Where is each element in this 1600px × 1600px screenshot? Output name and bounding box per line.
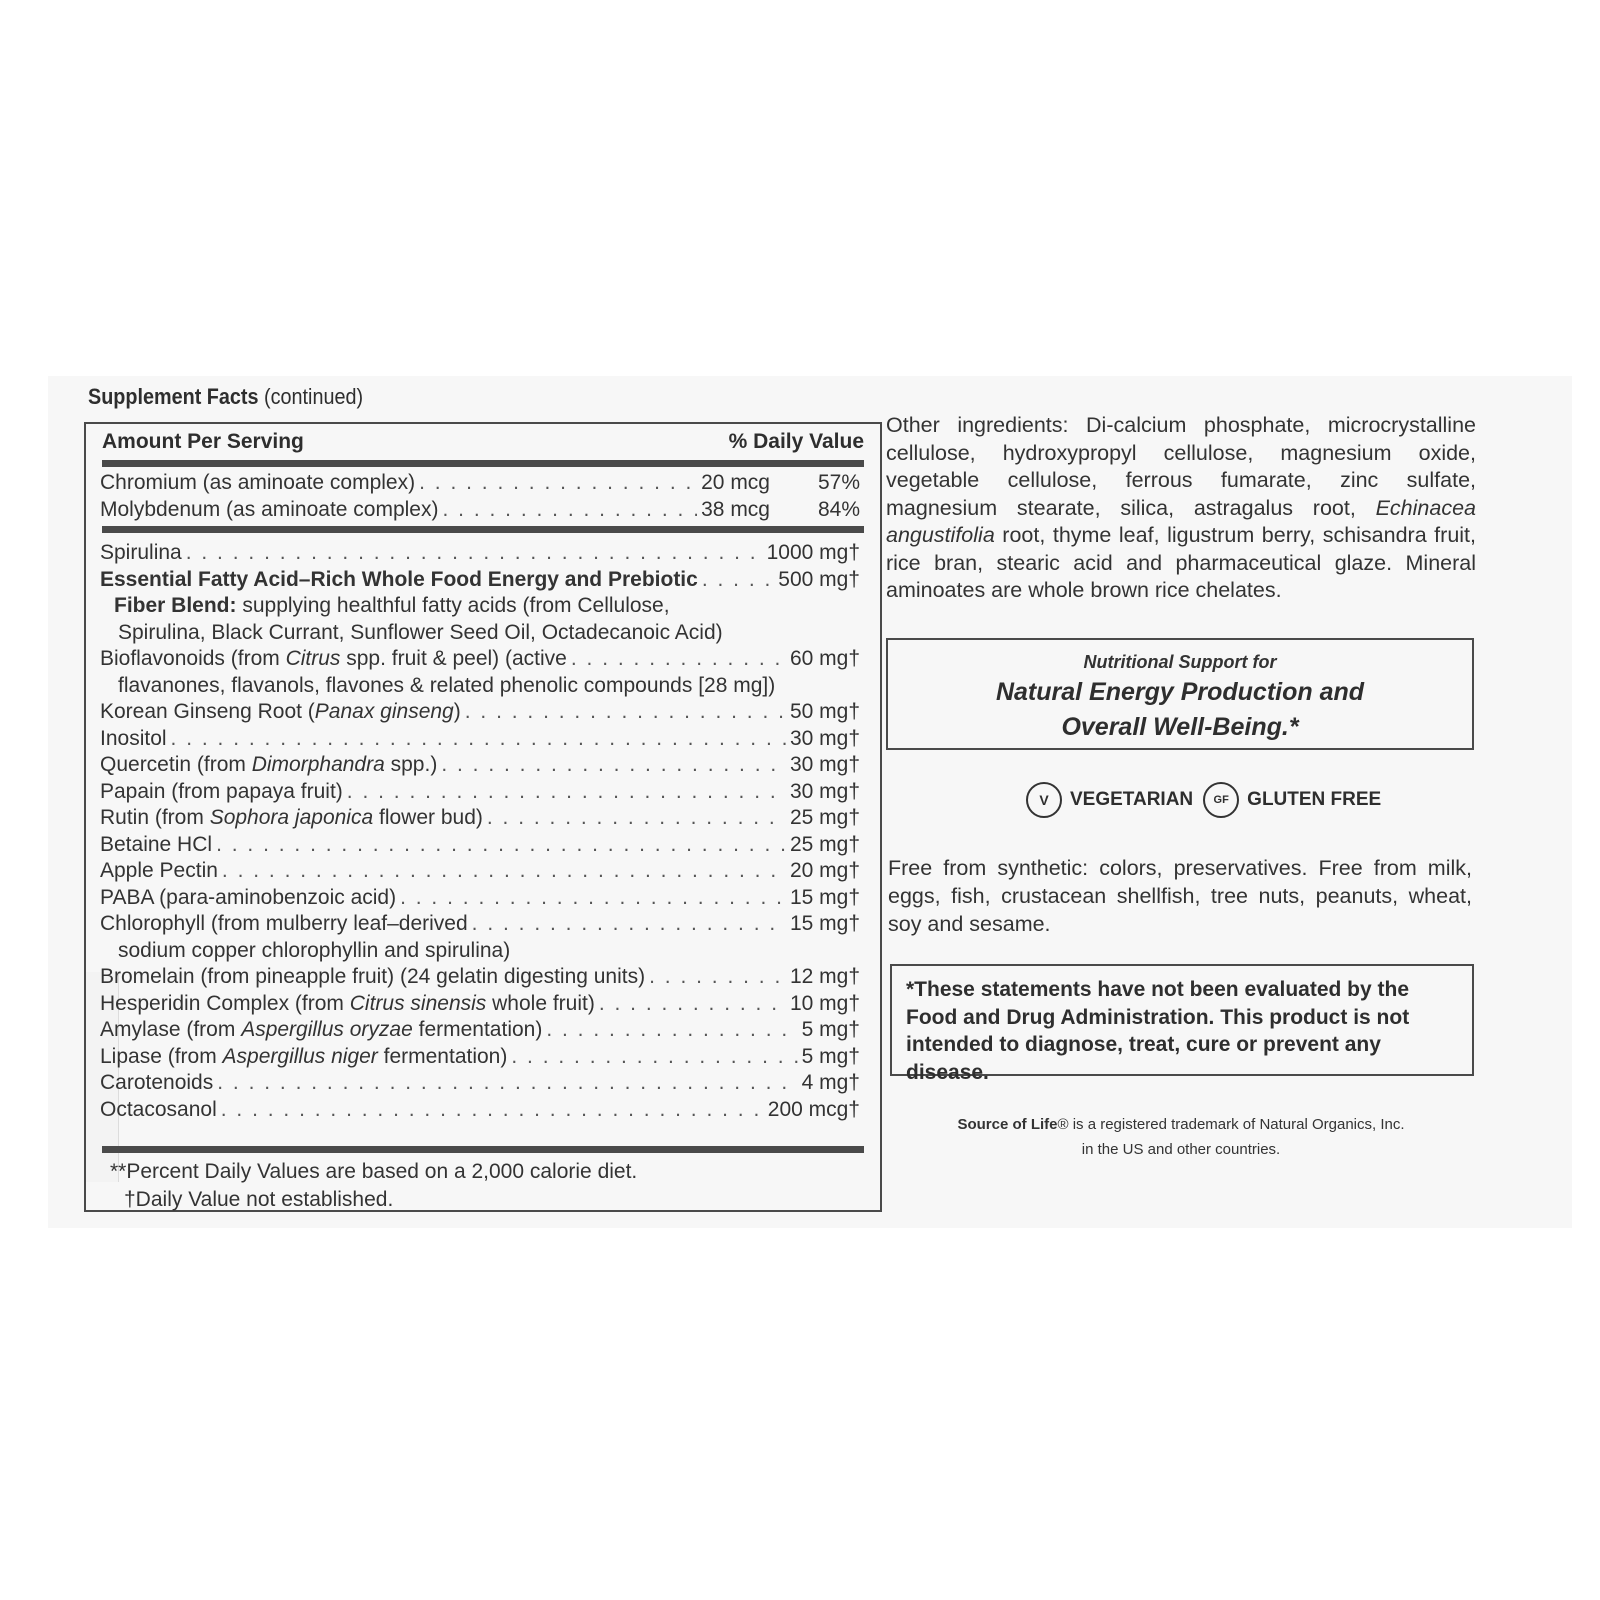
table-row: Inositol . . . 30 mg† — [100, 726, 860, 753]
row-amount: 20 mcg — [701, 471, 770, 494]
table-row: Chlorophyll (from mulberry leaf–derived . . . 15 mg† — [100, 911, 860, 938]
trademark-notice: Source of Life® is a registered trademark of Natural Organics, Inc. in the US and other countries. — [957, 1116, 1405, 1158]
table-header — [102, 430, 864, 460]
mineral-rule — [102, 526, 864, 533]
brand-name: Source of Life — [957, 1116, 1058, 1133]
table-row: Essential Fatty Acid–Rich Whole Food Energy and Prebiotic . . . 500 mg† — [100, 567, 860, 594]
support-label: Nutritional Support for — [1083, 652, 1277, 672]
header-rule — [102, 460, 864, 467]
table-row: Lipase (from Aspergillus niger fermentation) . . . 5 mg† — [100, 1044, 860, 1071]
diet-badges — [1026, 782, 1381, 818]
table-row-continued: Fiber Blend: supplying healthful fatty acids (from Cellulose, — [114, 594, 670, 617]
table-row-continued: Spirulina, Black Currant, Sunflower Seed Oil, Octadecanoic Acid) — [118, 620, 723, 644]
free-from-statement: Free from synthetic: colors, preservatives. Free from milk, eggs, fish, crustacean shellfish, tree nuts, peanuts, wheat, soy and sesame. — [888, 856, 1472, 936]
support-line-1: Natural Energy Production and — [995, 678, 1365, 706]
table-row: Octacosanol . . . 200 mcg† — [100, 1097, 860, 1124]
table-row: Bioflavonoids (from Citrus spp. fruit & peel) (active . . . 60 mg† — [100, 646, 860, 673]
table-row: Apple Pectin . . . 20 mg† — [100, 858, 860, 885]
row-amount: 38 mcg — [701, 497, 770, 521]
table-row: Rutin (from Sophora japonica flower bud) . . . 25 mg† — [100, 805, 860, 832]
row-name: Molybdenum (as aminoate complex) — [100, 497, 439, 521]
table-row: Spirulina . . . 1000 mg† — [100, 540, 860, 567]
table-row: Amylase (from Aspergillus oryzae fermentation) . . . 5 mg† — [100, 1017, 860, 1044]
gluten-free-label: GLUTEN FREE — [1247, 789, 1382, 810]
table-row: Korean Ginseng Root (Panax ginseng) . . . 50 mg† — [100, 699, 860, 726]
support-line-2: Overall Well-Being.* — [1061, 713, 1299, 741]
gluten-free-icon: GF — [1203, 782, 1239, 818]
footnote-percent: **Percent Daily Values are based on a 2,000 calorie diet. — [110, 1160, 638, 1183]
right-column — [886, 412, 1476, 1158]
vegetarian-icon: V — [1026, 782, 1062, 818]
table-row-continued: sodium copper chlorophyllin and spirulina) — [118, 938, 511, 962]
table-row: Papain (from papaya fruit) . . . 30 mg† — [100, 779, 860, 806]
table-row: Carotenoids . . . 4 mg† — [100, 1070, 860, 1097]
row-name: Chromium (as aminoate complex) — [100, 471, 416, 494]
amount-per-serving-label: Amount Per Serving — [102, 430, 304, 453]
table-row: Betaine HCl . . . 25 mg† — [100, 832, 860, 859]
vegetarian-label: VEGETARIAN — [1070, 789, 1194, 810]
row-dv: 57% — [817, 471, 860, 494]
table-row: Bromelain (from pineapple fruit) (24 gelatin digesting units) . . . 12 mg† — [100, 964, 860, 991]
daily-value-label: % Daily Value — [728, 430, 864, 453]
table-row: Hesperidin Complex (from Citrus sinensis whole fruit) . . . 10 mg† — [100, 991, 860, 1018]
mineral-rows — [100, 470, 860, 523]
nutritional-support-box — [886, 638, 1474, 750]
supplement-facts-panel — [84, 422, 882, 1212]
table-row-continued: flavanones, flavanols, flavones & related phenolic compounds [28 mg]) — [118, 673, 776, 697]
table-row — [100, 497, 860, 524]
footnote-dagger: †Daily Value not established. — [124, 1188, 394, 1211]
fda-disclaimer: *These statements have not been evaluated by the Food and Drug Administration. This product is not intended to diagnose, treat, cure or prevent any disease. — [890, 964, 1474, 1076]
ingredient-rows — [100, 540, 860, 1123]
table-row — [100, 470, 860, 497]
supplement-facts-heading — [88, 384, 363, 410]
supplement-label — [48, 376, 1572, 1228]
bottom-rule — [102, 1146, 864, 1153]
table-row: Quercetin (from Dimorphandra spp.) . . . 30 mg† — [100, 752, 860, 779]
other-ingredients: Other ingredients: Di-calcium phosphate, microcrystalline cellulose, hydroxypropyl cellulose, magnesium oxide, vegetable cellulose, ferrous fumarate, zinc sulfate, magnesium stearate, silica, astragalus root, Echinacea angustifolia root, thyme leaf, ligustrum berry, schisandra fruit, rice bran, stearic acid and pharmaceutical glaze. Mineral aminoates are whole brown rice chelates. — [886, 413, 1476, 602]
heading-bold: Supplement Facts — [88, 384, 259, 409]
row-dv: 84% — [817, 497, 860, 521]
heading-continued: (continued) — [258, 384, 364, 409]
table-row: PABA (para-aminobenzoic acid) . . . 15 mg† — [100, 885, 860, 912]
footnotes — [110, 1158, 637, 1214]
